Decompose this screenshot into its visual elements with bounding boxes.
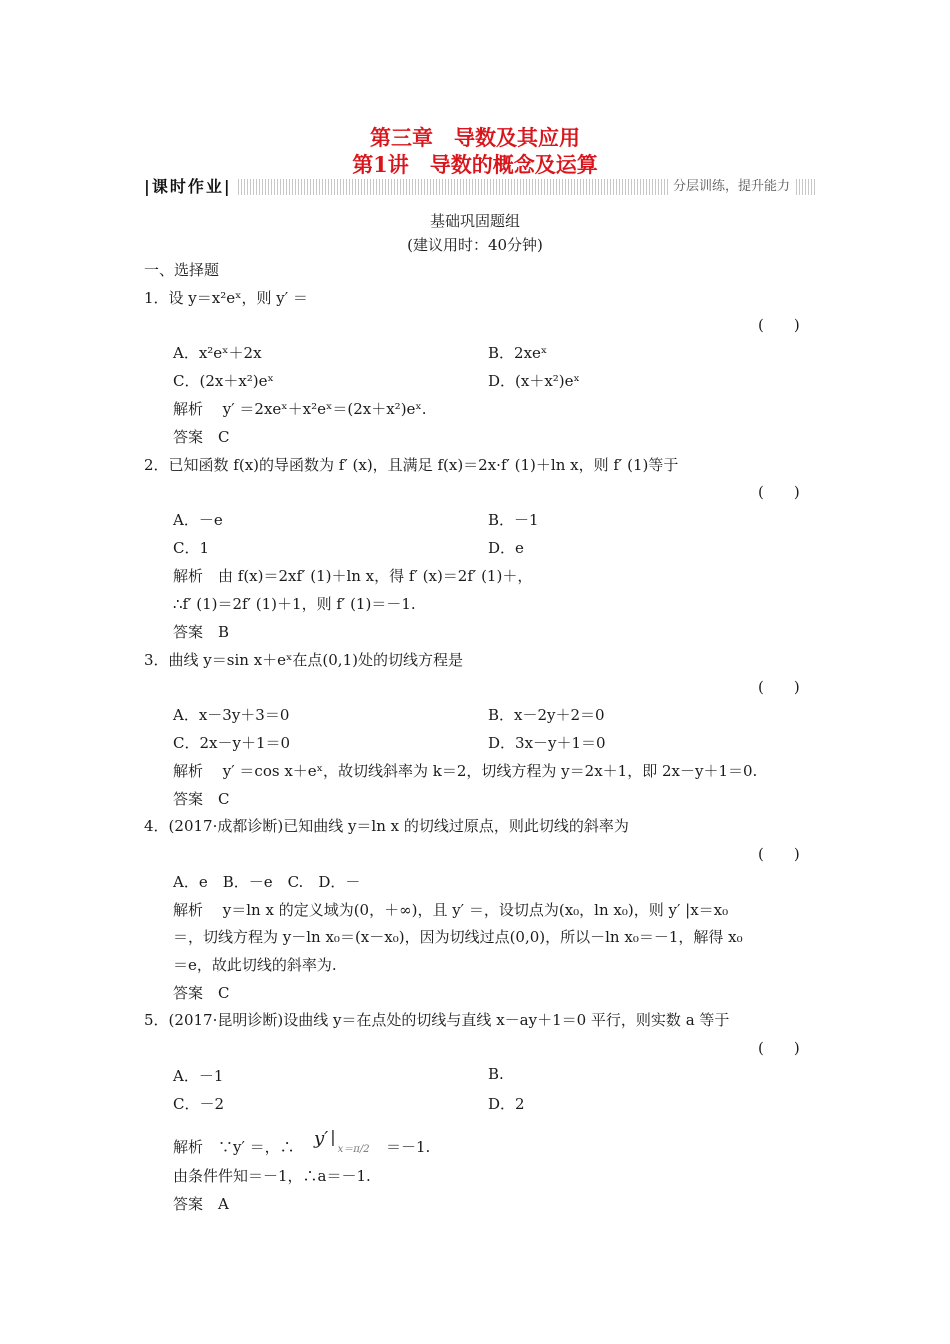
question-5-option-c: C．－2 <box>173 1095 225 1113</box>
suggested-time: (建议用时：40分钟) <box>407 236 543 254</box>
question-1-analysis: 解析 y′ ＝2xeˣ＋x²eˣ＝(2x＋x²)eˣ. <box>173 400 427 418</box>
question-2-answer: 答案 B <box>173 623 230 641</box>
question-4-answer: 答案 C <box>173 984 230 1002</box>
question-1-option-d: D．(x＋x²)eˣ <box>488 372 580 390</box>
question-4-analysis: 解析 y＝ln x 的定义域为(0，＋∞)，且 y′ ＝，设切点为(x₀，ln x₀)，则 y′ |x＝x₀ <box>173 901 729 919</box>
question-3-answer: 答案 C <box>173 790 230 808</box>
question-1-stem: 1．设 y＝x²eˣ，则 y′ ＝ <box>144 289 308 307</box>
question-5-analysis-line-2: 由条件件知＝－1，∴a＝－1. <box>173 1167 371 1185</box>
question-2-option-d: D．e <box>488 539 524 557</box>
question-1-answer-blank: ( ) <box>758 316 800 334</box>
question-3-answer-blank: ( ) <box>758 678 800 696</box>
question-3-analysis: 解析 y′ ＝cos x＋eˣ，故切线斜率为 k＝2，切线方程为 y＝2x＋1，即 2x－y＋1＝0. <box>173 762 758 780</box>
question-4-analysis-line-3: ＝e，故此切线的斜率为. <box>173 956 337 974</box>
question-3-option-a: A．x－3y＋3＝0 <box>173 706 290 724</box>
formula-subscript: x＝π/2 <box>337 1144 370 1155</box>
question-5-stem: 5．(2017·昆明诊断)设曲线 y＝在点处的切线与直线 x－ay＋1＝0 平行，则实数 a 等于 <box>144 1011 730 1029</box>
question-5-option-d: D．2 <box>488 1095 525 1113</box>
question-2-option-a: A．－e <box>173 511 223 529</box>
question-5-option-b: B. <box>488 1065 504 1083</box>
question-2-option-c: C．1 <box>173 539 210 557</box>
formula-y-prime: y′ <box>314 1128 329 1149</box>
question-4-analysis-line-2: ＝，切线方程为 y－ln x₀＝(x－x₀)，因为切线过点(0,0)，所以－ln x₀＝－1，解得 x₀ <box>173 928 743 946</box>
question-4-options: A．e B．－e C. D．－ <box>173 873 361 891</box>
question-5-answer-blank: ( ) <box>758 1039 800 1057</box>
banner-slogan: 分层训练，提升能力 <box>669 176 794 198</box>
formula-bar: | <box>330 1127 336 1146</box>
part-title: 一、选择题 <box>144 261 220 279</box>
question-4-answer-blank: ( ) <box>758 845 800 863</box>
lesson-title: 第1讲 导数的概念及运算 <box>352 152 598 177</box>
question-2-option-b: B．－1 <box>488 511 539 529</box>
chapter-title: 第三章 导数及其应用 <box>370 125 580 150</box>
question-3-option-b: B．x－2y＋2＝0 <box>488 706 605 724</box>
question-5-analysis-suffix: ＝－1. <box>386 1138 431 1156</box>
question-5-analysis-prefix: 解析 ∵y′ ＝，∴ <box>173 1138 295 1156</box>
question-2-analysis-line-2: ∴f′ (1)＝2f′ (1)＋1，则 f′ (1)＝－1. <box>173 595 416 613</box>
question-3-option-d: D．3x－y＋1＝0 <box>488 734 606 752</box>
question-1-option-c: C．(2x＋x²)eˣ <box>173 372 274 390</box>
question-1-option-b: B．2xeˣ <box>488 344 548 362</box>
question-4-stem: 4．(2017·成都诊断)已知曲线 y＝ln x 的切线过原点，则此切线的斜率为 <box>144 817 629 835</box>
question-1-answer: 答案 C <box>173 428 230 446</box>
question-3-stem: 3．曲线 y＝sin x＋eˣ在点(0,1)处的切线方程是 <box>144 651 463 669</box>
group-title: 基础巩固题组 <box>429 212 520 230</box>
question-2-analysis: 解析 由 f(x)＝2xf′ (1)＋ln x，得 f′ (x)＝2f′ (1)＋， <box>173 567 533 585</box>
banner-label: |课时作业| <box>144 177 232 196</box>
question-3-option-c: C．2x－y＋1＝0 <box>173 734 291 752</box>
homework-banner <box>144 176 816 198</box>
question-5-option-a: A．－1 <box>173 1067 224 1085</box>
question-1-option-a: A．x²eˣ＋2x <box>173 344 262 362</box>
question-2-answer-blank: ( ) <box>758 483 800 501</box>
question-2-stem: 2．已知函数 f(x)的导函数为 f′ (x)，且满足 f(x)＝2x·f′ (1)＋ln x，则 f′ (1)等于 <box>144 456 679 474</box>
question-5-answer: 答案 A <box>173 1195 229 1213</box>
